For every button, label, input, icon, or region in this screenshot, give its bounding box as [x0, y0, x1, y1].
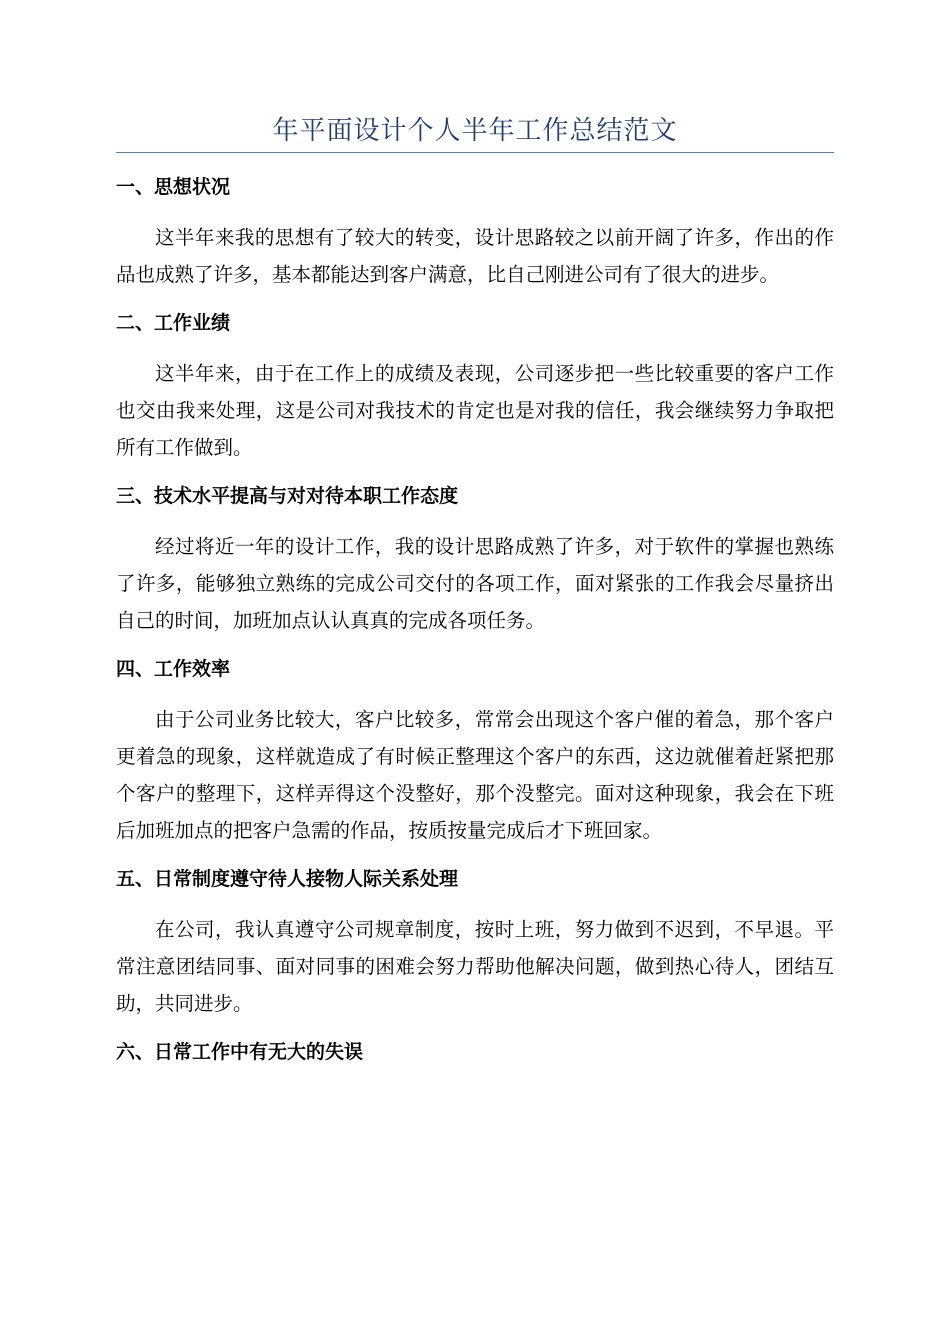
section-mistakes [116, 1038, 834, 1066]
section-paragraph: 这半年来我的思想有了较大的转变，设计思路较之以前开阔了许多，作出的作品也成熟了许多，基本都能达到客户满意，比自己刚进公司有了很大的进步。 [116, 226, 834, 286]
section-efficiency [116, 655, 834, 849]
section-performance [116, 309, 834, 466]
document-title: 年平面设计个人半年工作总结范文 [272, 116, 678, 146]
section-thought [116, 173, 834, 293]
section-skills [116, 482, 834, 639]
document-page [116, 112, 834, 1084]
section-heading: 四、工作效率 [116, 658, 231, 680]
section-heading: 三、技术水平提高与对对待本职工作态度 [116, 485, 459, 507]
section-paragraph: 这半年来，由于在工作上的成绩及表现，公司逐步把一些比较重要的客户工作也交由我来处理，这是公司对我技术的肯定也是对我的信任，我会继续努力争取把所有工作做到。 [116, 362, 834, 459]
section-heading: 二、工作业绩 [116, 312, 231, 334]
section-heading: 六、日常工作中有无大的失误 [116, 1041, 364, 1063]
section-paragraph: 由于公司业务比较大，客户比较多，常常会出现这个客户催的着急，那个客户更着急的现象，这样就造成了有时候正整理这个客户的东西，这边就催着赶紧把那个客户的整理下，这样弄得这个没整好，那个没整完。面对这种现象，我会在下班后加班加点的把客户急需的作品，按质按量完成后才下班回家。 [116, 708, 834, 842]
title-underline [116, 152, 834, 153]
section-heading: 一、思想状况 [116, 176, 231, 198]
section-heading: 五、日常制度遵守待人接物人际关系处理 [116, 868, 459, 890]
section-paragraph: 在公司，我认真遵守公司规章制度，按时上班，努力做到不迟到，不早退。平常注意团结同事、面对同事的困难会努力帮助他解决问题，做到热心待人，团结互助，共同进步。 [116, 918, 834, 1015]
section-paragraph: 经过将近一年的设计工作，我的设计思路成熟了许多，对于软件的掌握也熟练了许多，能够独立熟练的完成公司交付的各项工作，面对紧张的工作我会尽量挤出自己的时间，加班加点认认真真的完成各项任务。 [116, 535, 834, 632]
section-conduct [116, 865, 834, 1022]
